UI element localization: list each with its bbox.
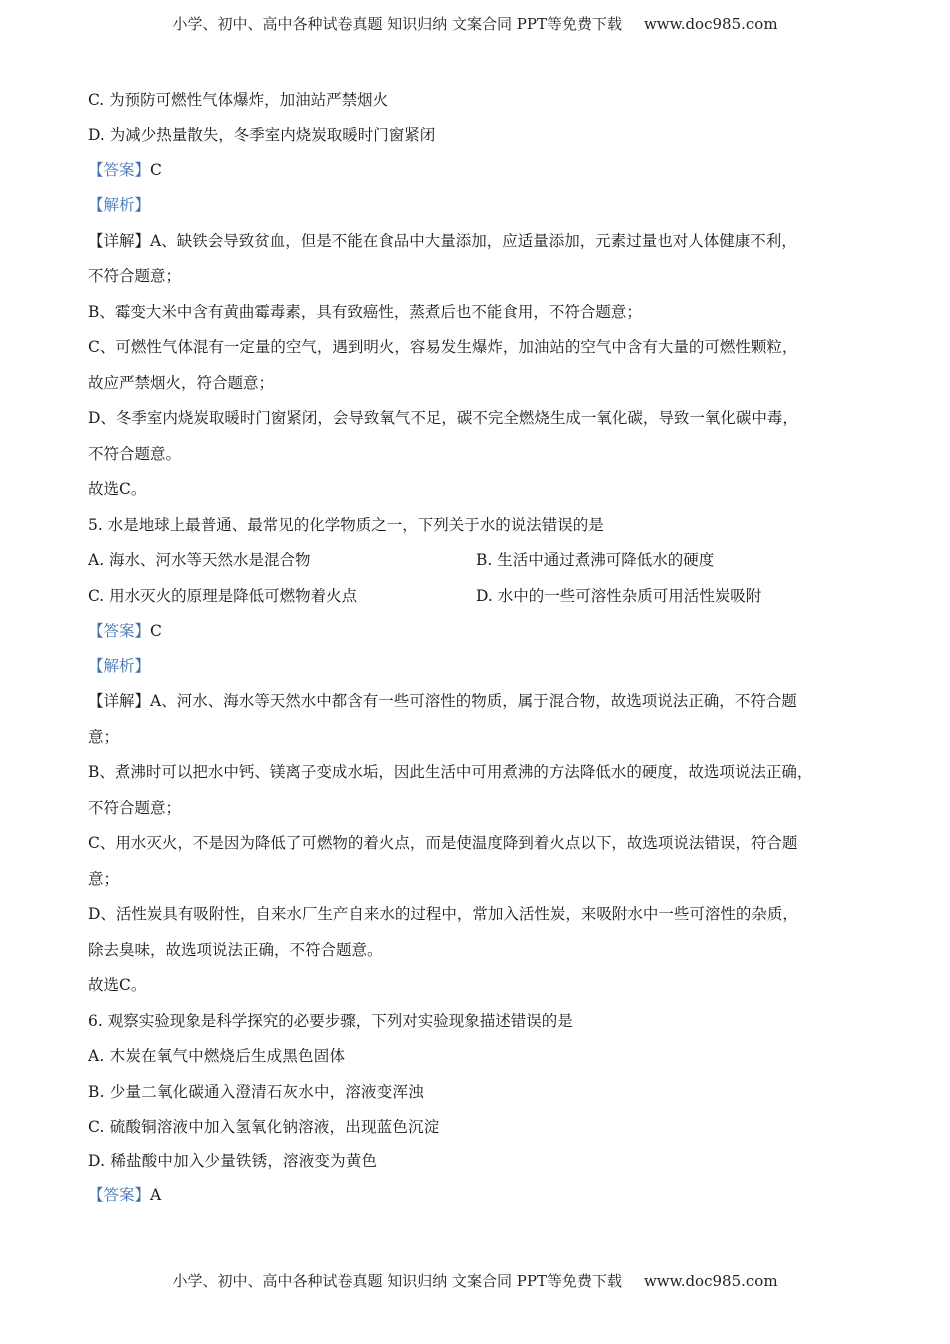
q4-detail-line: D、冬季室内烧炭取暖时门窗紧闭，会导致氧气不足，碳不完全燃烧生成一氧化碳，导致一氧化碳中毒， <box>88 409 798 427</box>
footer-url[interactable]: www.doc985.com <box>643 1272 778 1290</box>
q4-answer-tag: 【答案】 <box>88 161 151 179</box>
q4-detail-line: 【详解】A、缺铁会导致贫血，但是不能在食品中大量添加，应适量添加，元素过量也对人体健康不利， <box>88 232 797 250</box>
q5-analysis-tag: 【解析】 <box>88 657 151 675</box>
q5-detail-line: 意； <box>88 870 120 888</box>
q5-detail-line: B、煮沸时可以把水中钙、镁离子变成水垢，因此生活中可用煮沸的方法降低水的硬度，故选项说法正确， <box>88 763 813 781</box>
q5-conclusion: 故选C。 <box>88 976 147 994</box>
q4-answer <box>88 160 162 180</box>
q6-option-c: C. 硫酸铜溶液中加入氢氧化钠溶液，出现蓝色沉淀 <box>88 1118 440 1136</box>
q5-stem: 5. 水是地球上最普通、最常见的化学物质之一，下列关于水的说法错误的是 <box>88 516 604 534</box>
q4-option-d: D. 为减少热量散失，冬季室内烧炭取暖时门窗紧闭 <box>88 126 436 144</box>
q4-conclusion: 故选C。 <box>88 480 147 498</box>
q5-answer-value: C <box>150 622 162 640</box>
q5-option-a: A. 海水、河水等天然水是混合物 <box>88 551 311 569</box>
q4-detail-line: B、霉变大米中含有黄曲霉毒素，具有致癌性，蒸煮后也不能食用，不符合题意； <box>88 303 642 321</box>
q6-option-a: A. 木炭在氧气中燃烧后生成黑色固体 <box>88 1047 346 1065</box>
q6-option-b: B. 少量二氧化碳通入澄清石灰水中，溶液变浑浊 <box>88 1083 424 1101</box>
q6-answer <box>88 1185 161 1205</box>
q6-answer-value: A <box>150 1186 162 1204</box>
header-url[interactable]: www.doc985.com <box>643 15 778 33</box>
q5-detail-line: 不符合题意； <box>88 799 182 817</box>
page-footer <box>0 1270 950 1291</box>
header-text: 小学、初中、高中各种试卷真题 知识归纳 文案合同 PPT等免费下载 <box>172 15 622 33</box>
q4-analysis-tag: 【解析】 <box>88 196 151 214</box>
q5-option-d: D. 水中的一些可溶性杂质可用活性炭吸附 <box>476 587 762 605</box>
q5-detail-line: 意； <box>88 728 120 746</box>
q5-answer-tag: 【答案】 <box>88 622 151 640</box>
q5-detail-line: 【详解】A、河水、海水等天然水中都含有一些可溶性的物质，属于混合物，故选项说法正确，不符合题 <box>88 692 797 710</box>
q6-answer-tag: 【答案】 <box>88 1186 151 1204</box>
q4-detail-line: 不符合题意； <box>88 267 182 285</box>
q5-detail-tag: 【详解】 <box>88 692 151 710</box>
q4-detail-line: 故应严禁烟火，符合题意； <box>88 374 275 392</box>
q5-detail-line: 除去臭味，故选项说法正确，不符合题意。 <box>88 941 383 959</box>
q4-detail-tag: 【详解】 <box>88 232 151 250</box>
q5-detail-line: C、用水灭火，不是因为降低了可燃物的着火点，而是使温度降到着火点以下，故选项说法错误，符合题 <box>88 834 798 852</box>
q6-option-d: D. 稀盐酸中加入少量铁锈，溶液变为黄色 <box>88 1152 378 1170</box>
q5-option-b: B. 生活中通过煮沸可降低水的硬度 <box>476 551 715 569</box>
q6-stem: 6. 观察实验现象是科学探究的必要步骤，下列对实验现象描述错误的是 <box>88 1012 573 1030</box>
q5-detail-line: D、活性炭具有吸附性，自来水厂生产自来水的过程中，常加入活性炭，来吸附水中一些可溶性的杂质， <box>88 905 798 923</box>
footer-text: 小学、初中、高中各种试卷真题 知识归纳 文案合同 PPT等免费下载 <box>172 1272 622 1290</box>
page-header <box>0 13 950 34</box>
q4-detail-line: C、可燃性气体混有一定量的空气，遇到明火，容易发生爆炸，加油站的空气中含有大量的可燃性颗粒， <box>88 338 798 356</box>
q5-option-c: C. 用水灭火的原理是降低可燃物着火点 <box>88 587 358 605</box>
q4-detail-line: 不符合题意。 <box>88 445 182 463</box>
q4-answer-value: C <box>150 161 162 179</box>
q5-answer <box>88 621 162 641</box>
q4-option-c: C. 为预防可燃性气体爆炸，加油站严禁烟火 <box>88 91 389 109</box>
